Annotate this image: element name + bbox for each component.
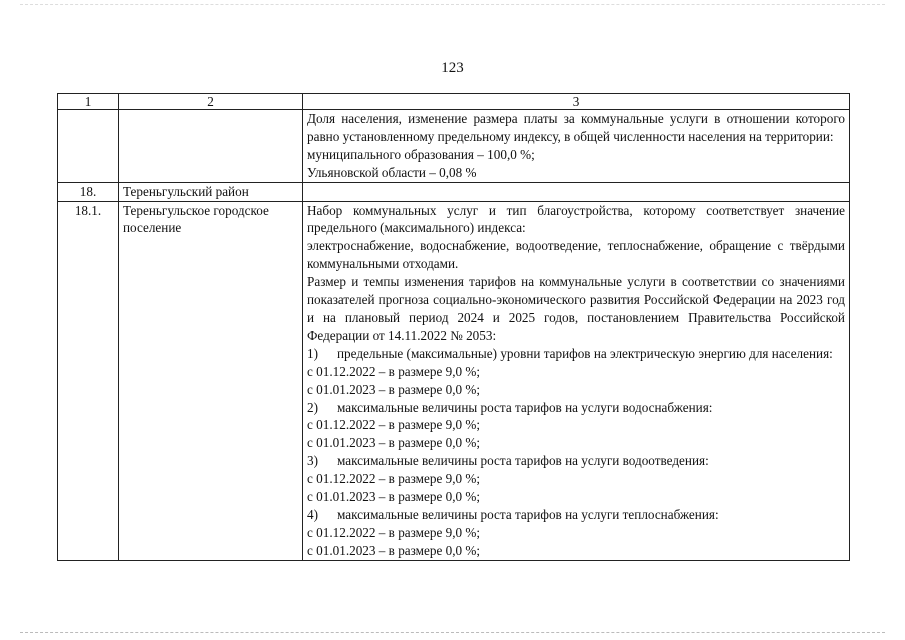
row-text-cell bbox=[303, 182, 850, 201]
scan-bottom-edge bbox=[20, 632, 885, 634]
table-row-18 bbox=[58, 182, 850, 201]
paragraph: Доля населения, изменение размера платы за коммунальные услуги в отношении которого равно установленному предельному индексу, в общей численности населения на территории: bbox=[307, 111, 845, 144]
list-item bbox=[307, 399, 845, 417]
paragraph: Ульяновской области – 0,08 % bbox=[307, 164, 477, 180]
header-col-1: 1 bbox=[58, 94, 119, 110]
row-number-cell bbox=[58, 110, 119, 183]
list-item-title: максимальные величины роста тарифов на услуги водоотведения: bbox=[337, 453, 709, 469]
list-item-title: предельные (максимальные) уровни тарифов на электрическую энергию для населения: bbox=[337, 345, 833, 361]
tariff-line: с 01.01.2023 – в размере 0,0 %; bbox=[307, 542, 481, 558]
list-item-number: 3) bbox=[307, 453, 318, 469]
tariff-line: с 01.01.2023 – в размере 0,0 %; bbox=[307, 489, 481, 505]
district-name-cell: Тереньгульский район bbox=[119, 182, 303, 201]
paragraph: Размер и темпы изменения тарифов на коммунальные услуги в соответствии со значениями показателей прогноза социально-экономического развития Российской Федерации на 2023 год и на плановый период 2024 и 2025 годов, постановлением Правительства Российской Федерации от 14.11.2022 № 2053: bbox=[307, 274, 845, 343]
list-item-number: 2) bbox=[307, 399, 318, 415]
tariff-line: с 01.12.2022 – в размере 9,0 %; bbox=[307, 524, 481, 540]
tariff-line: с 01.12.2022 – в размере 9,0 %; bbox=[307, 363, 481, 379]
list-item-title: максимальные величины роста тарифов на услуги теплоснабжения: bbox=[337, 506, 719, 522]
tariff-line: с 01.01.2023 – в размере 0,0 %; bbox=[307, 381, 481, 397]
paragraph: Набор коммунальных услуг и тип благоустройства, которому соответствует значение предельного (максимального) индекса: bbox=[307, 202, 845, 236]
header-col-3: 3 bbox=[303, 94, 850, 110]
list-item-title: максимальные величины роста тарифов на услуги водоснабжения: bbox=[337, 399, 713, 415]
row-name-cell bbox=[119, 110, 303, 183]
row-number-cell: 18. bbox=[58, 182, 119, 201]
paragraph: муниципального образования – 100,0 %; bbox=[307, 146, 535, 162]
list-item bbox=[307, 452, 845, 470]
tariff-line: с 01.12.2022 – в размере 9,0 %; bbox=[307, 417, 481, 433]
row-text-cell bbox=[303, 201, 850, 560]
settlement-name-cell: Тереньгульское городское поселение bbox=[119, 201, 303, 560]
page-number: 123 bbox=[441, 60, 464, 76]
header-col-2: 2 bbox=[119, 94, 303, 110]
list-item bbox=[307, 345, 845, 363]
document-table bbox=[57, 93, 850, 561]
tariff-line: с 01.12.2022 – в размере 9,0 %; bbox=[307, 471, 481, 487]
paragraph: электроснабжение, водоснабжение, водоотведение, теплоснабжение, обращение с твёрдыми коммунальными отходами. bbox=[307, 238, 845, 272]
list-item-number: 4) bbox=[307, 506, 318, 522]
list-item-number: 1) bbox=[307, 345, 318, 361]
table-header-row bbox=[58, 94, 850, 110]
table-row-continuation bbox=[58, 110, 850, 183]
tariff-line: с 01.01.2023 – в размере 0,0 %; bbox=[307, 435, 481, 451]
scan-top-edge bbox=[20, 4, 885, 6]
row-text-cell bbox=[303, 110, 850, 183]
table-row-18-1 bbox=[58, 201, 850, 560]
row-number-cell: 18.1. bbox=[58, 201, 119, 560]
list-item bbox=[307, 506, 845, 524]
